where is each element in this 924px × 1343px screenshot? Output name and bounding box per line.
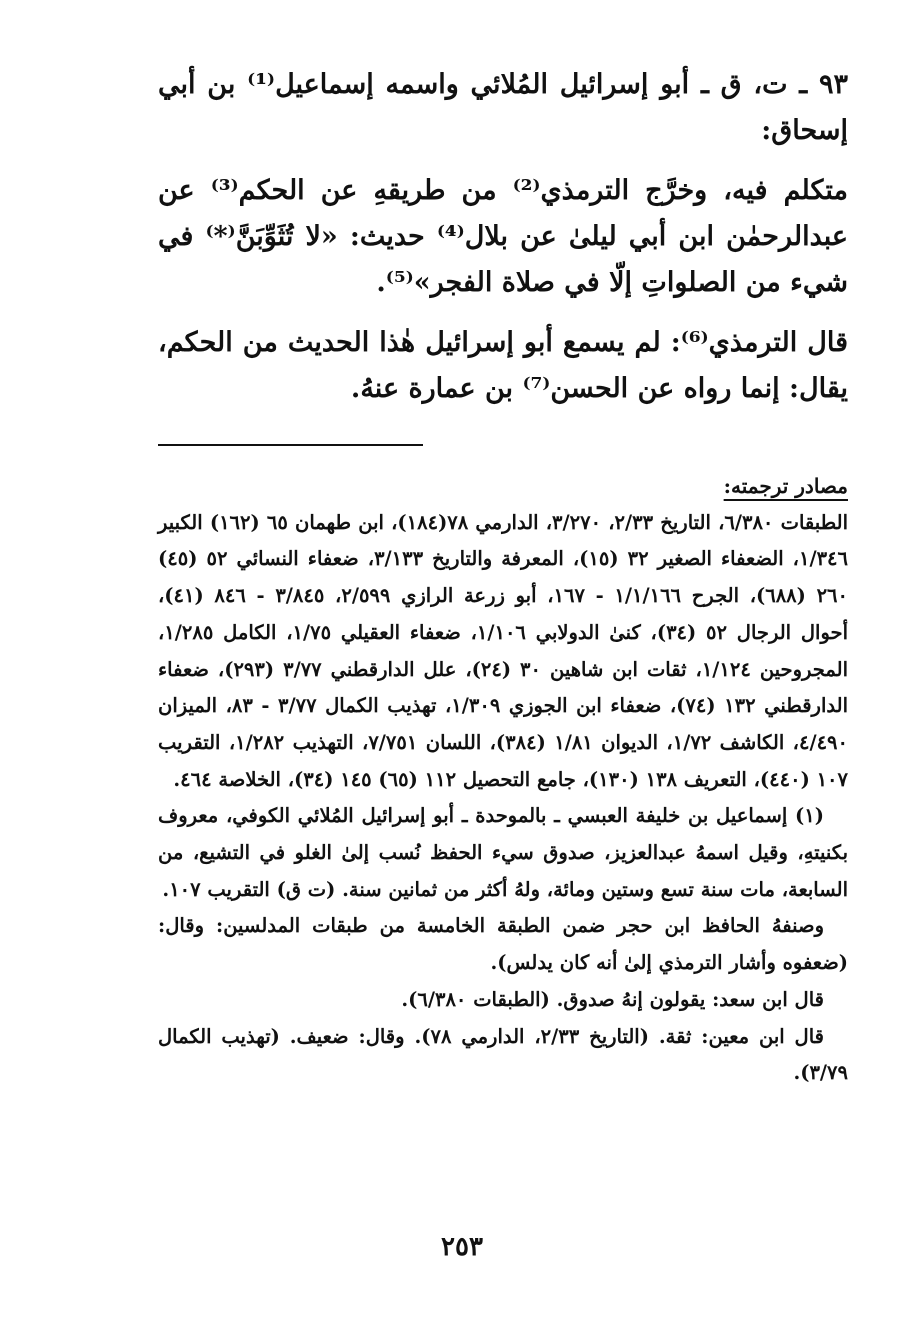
footnote-separator [158,444,423,446]
footnote-3: قال ابن سعد: يقولون إنهُ صدوق. (الطبقات ٦/٣٨٠). [401,987,824,1011]
footnote-separator-wrap [158,426,848,468]
sources-heading: مصادر ترجمته: [723,474,848,498]
page-content [158,62,848,1092]
main-paragraph-2: قال الترمذي⁽⁶⁾: لم يسمع أبو إسرائيل هٰذا الحديث من الحكم، يقال: إنما رواه عن الحسن⁽⁷⁾ بن عمارة عنهُ. [158,327,849,404]
footnotes [158,468,848,1092]
sources-text: الطبقات ٦/٣٨٠، التاريخ ٢/٣٣، ٣/٢٧٠، الدارمي ٧٨(١٨٤)، ابن طهمان ٦٥ (١٦٢) الكبير ١/٣٤٦، الضعفاء الصغير ٣٢ (١٥)، المعرفة والتاريخ ٣/١٣٣، ضعفاء النسائي ٥٢ (٤٥) ٢٦٠ (٦٨٨)، الجرح ١/١/١٦٦ - ١٦٧، أبو زرعة الرازي ٢/٥٩٩، ٣/٨٤٥ - ٨٤٦ (٤١)، أحوال الرجال ٥٢ (٣٤)، كنىٰ الدولابي ١/١٠٦، ضعفاء العقيلي ١/٧٥، الكامل ١/٢٨٥، المجروحين ١/١٢٤، ثقات ابن شاهين ٣٠ (٢٤)، علل الدارقطني ٣/٧٧ (٢٩٣)، ضعفاء الدارقطني ١٣٢ (٧٤)، ضعفاء ابن الجوزي ١/٣٠٩، تهذيب الكمال ٣/٧٧ - ٨٣، الميزان ٤/٤٩٠، الكاشف ١/٧٢، الديوان ١/٨١ (٣٨٤)، اللسان ٧/٧٥١، التهذيب ١/٢٨٢، التقريب ١٠٧ (٤٤٠)، التعريف ١٣٨ (١٣٠)، جامع التحصيل ١١٢ (٦٥) ١٤٥ (٣٤)، الخلاصة ٤٦٤. [158,510,849,791]
main-paragraph-1: متكلم فيه، وخرَّج الترمذي⁽²⁾ من طريقهِ عن الحكم⁽³⁾ عن عبدالرحمٰن ابن أبي ليلىٰ عن بلال⁽⁴⁾ حديث: «لا تُثَوِّبَنَّ⁽*⁾ في شيء من الصلواتِ إلّا في صلاة الفجر»⁽⁵⁾. [158,175,848,298]
main-text [158,62,848,412]
entry-heading: ٩٣ ـ ت، ق ـ أبو إسرائيل المُلائي واسمه إسماعيل⁽¹⁾ بن أبي إسحاق: [158,69,848,146]
footnote-1: (١) إسماعيل بن خليفة العبسي ـ بالموحدة ـ أبو إسرائيل المُلائي الكوفي، معروف بكنيتهِ، وقيل اسمهُ عبدالعزيز، صدوق سيء الحفظ نُسب إلىٰ الغلو في التشيع، من السابعة، مات سنة تسع وستين ومائة، ولهُ أكثر من ثمانين سنة. (ت ق) التقريب ١٠٧. [158,804,848,901]
footnote-2: وصنفهُ الحافظ ابن حجر ضمن الطبقة الخامسة من طبقات المدلسين: وقال: (ضعفوه وأشار الترمذي إلىٰ أنه كان يدلس). [158,914,848,975]
page-number: ٢٥٣ [441,1232,483,1262]
footnote-4: قال ابن معين: ثقة. (التاريخ ٢/٣٣، الدارمي ٧٨). وقال: ضعيف. (تهذيب الكمال ٣/٧٩). [158,1024,848,1085]
